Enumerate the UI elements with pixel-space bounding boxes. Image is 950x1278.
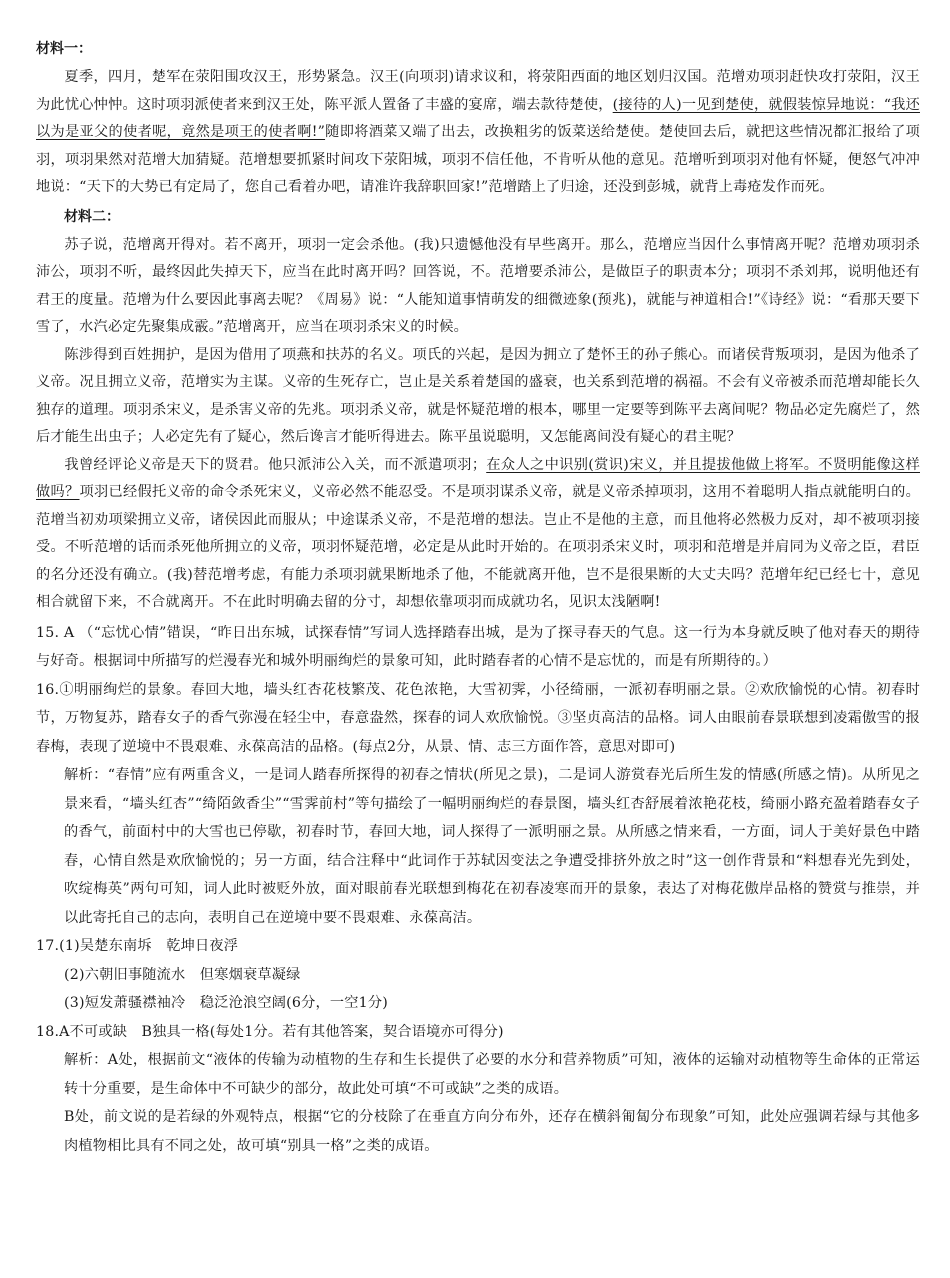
answer-18-analysis-b: B处，前文说的是若绿的外观特点，根据“它的分枝除了在垂直方向分布外，还存在横斜匍匐分布现象”可知，此处应强调若绿与其他多肉植物相比具有不同之处，故可填“别具一格”之类的成语。 (64, 1109, 920, 1154)
answer-16-number: 16. (36, 681, 60, 698)
material1-heading: 材料一： (36, 41, 92, 57)
answer-16-analysis: 解析：“春情”应有两重含义，一是词人踏春所探得的初春之情状(所见之景)，二是词人游赏春光后所生发的情感(所感之情)。从所见之景来看，“墙头红杏”“绮陌敛香尘”“雪霁前村”等句描绘了一幅明丽绚烂的春景图，墙头红杏舒展着浓艳花枝，绮丽小路充盈着踏春女子的香气，前面村中的大雪也已停歇，初春时节，春回大地，词人探得了一派明丽之景。从所感之情来看，一方面，词人于美好景色中踏春，心情自然是欢欣愉悦的；另一方面，结合注释中“此词作于苏轼因变法之争遭受排挤外放之时”这一创作背景和“料想春光先到处，吹绽梅英”两句可知，词人此时被贬外放，面对眼前春光联想到梅花在初春凌寒而开的景象，表达了对梅花傲岸品格的赞赏与推崇，并以此寄托自己的志向，表明自己在逆境中要不畏艰难、永葆高洁。 (64, 767, 920, 926)
answers-section (36, 619, 920, 1161)
answer-17-line-3: (3)短发萧骚襟袖冷 稳泛沧浪空阔(6分，一空1分) (64, 995, 388, 1011)
material2-paragraph-2: 陈涉得到百姓拥护，是因为借用了项燕和扶苏的名义。项氏的兴起，是因为拥立了楚怀王的孙子熊心。而诸侯背叛项羽，是因为他杀了义帝。况且拥立义帝，范增实为主谋。义帝的生死存亡，岂止是关系着楚国的盛衰，也关系到范增的祸福。不会有义帝被杀而范增却能长久独存的道理。项羽杀宋义，是杀害义帝的先兆。项羽杀义帝，就是怀疑范增的根本，哪里一定要等到陈平去离间呢？物品必定先腐烂了，然后才能生出虫子；人必定先有了疑心，然后谗言才能听得进去。陈平虽说聪明，又怎能离间没有疑心的君主呢？ (36, 346, 920, 445)
answer-17-line-1: (1)吴楚东南坼 乾坤日夜浮 (59, 938, 239, 954)
answer-17-number: 17. (36, 938, 60, 954)
material2-heading: 材料二： (64, 208, 120, 225)
answer-16-text: ①明丽绚烂的景象。春回大地，墙头红杏花枝繁茂、花色浓艳，大雪初霁，小径绮丽，一派初春明丽之景。②欢欣愉悦的心情。初春时节，万物复苏，踏春女子的香气弥漫在轻尘中，春意盎然，探春的词人欢欣愉悦。③坚贞高洁的品格。词人由眼前春景联想到凌霜傲雪的报春梅，表现了逆境中不畏艰难、永葆高洁的品格。(每点2分，从景、情、志三方面作答，意思对即可) (36, 681, 920, 755)
material2-paragraph-3 (36, 452, 920, 617)
answer-18-analysis-a: 解析：A处，根据前文“液体的传输为动植物的生存和生长提供了必要的水分和营养物质”可知，液体的运输对动植物等生命体的正常运转十分重要，是生命体中不可缺少的部分，故此处可填“不可或缺”之类的成语。 (64, 1052, 920, 1097)
material2-paragraph-1: 苏子说，范增离开得对。若不离开，项羽一定会杀他。(我)只遗憾他没有早些离开。那么，范增应当因什么事情离开呢？范增劝项羽杀沛公，项羽不听，最终因此失掉天下，应当在此时离开吗？回答说，不。范增要杀沛公，是做臣子的职责本分；项羽不杀刘邦，说明他还有君王的度量。范增为什么要因此事离去呢？《周易》说：“人能知道事情萌发的细微迹象(预兆)，就能与神道相合!”《诗经》说：“看那天要下雪了，水汽必定先聚集成霰。”范增离开，应当在项羽杀宋义的时候。 (36, 236, 920, 335)
material1-text-b: 随即将酒菜又端了出去，改换粗劣的饭菜送给楚使。楚使回去后，就把这些情况都汇报给了项羽，项羽果然对范增大加猜疑。范增想要抓紧时间攻下荥阳城，项羽不信任他，不肯听从他的意见。范增听到项羽对他有怀疑，便怒气冲冲地说：“天下的大势已有定局了，您自己看着办吧，请准许我辞职回家!”范增踏上了归途，还没到彭城，就背上毒疮发作而死。 (36, 124, 921, 195)
material1-paragraph (36, 64, 920, 202)
answer-17 (36, 932, 920, 961)
material2-underlined-sentence: 在众人之中识别(赏识)宋义，并且提拔他做上将军。不贤明能像这样做吗？ (36, 456, 920, 500)
answer-18-number: 18. (36, 1023, 60, 1040)
answer-15-text: （“忘忧心情”错误，“昨日出东城，试探春情”写词人选择踏春出城，是为了探寻春天的气息。这一行为本身就反映了他对春天的期待与好奇。根据词中所描写的烂漫春光和城外明丽绚烂的景象可知，此时踏春者的心情不是忘忧的，而是有所期待的。） (36, 624, 920, 669)
answer-16 (36, 676, 920, 762)
answer-17-line-2: (2)六朝旧事随流水 但寒烟衰草凝绿 (64, 966, 301, 983)
material1-underlined-quote: (接待的人)一见到楚使，就假装惊异地说：“我还以为是亚父的使者呢，竟然是项王的使者啊!” (36, 96, 920, 140)
material2-p3-text-a: 我曾经评论义帝是天下的贤君。他只派沛公入关，而不派遣项羽； (64, 456, 487, 473)
material1-text-a: 夏季，四月，楚军在荥阳围攻汉王，形势紧急。汉王(向项羽)请求议和，将荥阳西面的地区划归汉国。范增劝项羽赶快攻打荥阳，汉王为此忧心忡忡。这时项羽派使者来到汉王处，陈平派人置备了丰盛的宴席，端去款待楚使， (36, 69, 920, 113)
answer-18-text: A不可或缺 B独具一格(每处1分。若有其他答案，契合语境亦可得分) (59, 1023, 504, 1040)
answer-18 (36, 1018, 920, 1047)
answer-15-number: 15. A (36, 624, 75, 641)
material2-p3-text-b: 项羽已经假托义帝的命令杀死宋义，义帝必然不能忍受。不是项羽谋杀义帝，就是义帝杀掉项羽，这用不着聪明人指点就能明白的。范增当初劝项梁拥立义帝，诸侯因此而服从；中途谋杀义帝，不是范增的想法。岂止不是他的主意，而且他将必然极力反对，却不被项羽接受。不听范增的话而杀死他所拥立的义帝，项羽怀疑范增，必定是从此时开始的。在项羽杀宋义时，项羽和范增是并肩同为义帝之臣，君臣的名分还没有确立。(我)替范增考虑，有能力杀项羽就果断地杀了他，不能就离开他，岂不是很果断的大丈夫吗？范增年纪已经七十，意见相合就留下来，不合就离开。不在此时明确去留的分寸，却想依靠项羽而成就功名，见识太浅陋啊! (36, 484, 920, 610)
answer-15 (36, 619, 920, 676)
